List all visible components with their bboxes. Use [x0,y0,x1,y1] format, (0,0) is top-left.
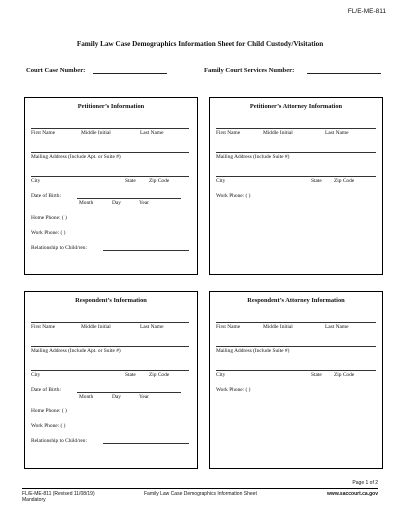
state-label: State [311,178,322,184]
work-phone-label: Work Phone: ( ) [216,387,251,393]
year-label: Year [139,394,149,400]
mailing-address-field[interactable] [31,346,189,347]
work-phone-label: Work Phone: ( ) [31,423,66,429]
fcs-number-field[interactable] [307,73,381,74]
city-state-zip-field[interactable] [216,176,376,177]
box-title: Petitioner’s Information [77,103,145,110]
relationship-label: Relationship to Child/ren: [31,438,87,444]
mailing-address-field[interactable] [216,152,376,153]
state-label: State [125,372,136,378]
day-label: Day [112,200,121,206]
page-number: Page 1 of 2 [352,480,378,486]
mailing-address-label: Mailing Address (Include Apt. or Suite #) [31,154,121,160]
box-title: Respondent’s Attorney Information [247,297,345,304]
city-label: City [31,178,41,184]
court-case-number-label: Court Case Number: [26,67,86,74]
middle-initial-label: Middle Initial [263,324,293,330]
city-state-zip-field[interactable] [31,370,189,371]
mandatory-label: Mandatory [22,497,46,504]
zip-label: Zip Code [334,178,355,184]
first-name-label: First Name [216,130,241,136]
zip-label: Zip Code [149,178,170,184]
name-field[interactable] [31,322,189,323]
dob-field[interactable] [77,392,181,393]
year-label: Year [139,200,149,206]
mailing-address-field[interactable] [31,152,189,153]
zip-label: Zip Code [149,372,170,378]
dob-label: Date of Birth: [31,387,61,393]
dob-field[interactable] [77,198,181,199]
first-name-label: First Name [31,130,56,136]
footer-form-name: Family Law Case Demographics Information Sheet [144,491,257,497]
middle-initial-label: Middle Initial [81,130,111,136]
middle-initial-label: Middle Initial [263,130,293,136]
work-phone-label: Work Phone: ( ) [31,230,66,236]
city-state-zip-field[interactable] [31,176,189,177]
state-label: State [125,178,136,184]
dob-label: Date of Birth: [31,193,61,199]
footer-form-info [22,491,95,504]
form-revision: FL/E-ME-811 (Revised 11/08/19) [22,491,95,497]
month-label: Month [79,200,94,206]
name-field[interactable] [216,128,376,129]
day-label: Day [112,394,121,400]
home-phone-label: Home Phone: ( ) [31,215,67,221]
name-field[interactable] [216,322,376,323]
form-id: FL/E-ME-811 [347,8,386,15]
last-name-label: Last Name [140,130,164,136]
court-case-number-field[interactable] [93,73,167,74]
name-field[interactable] [31,128,189,129]
relationship-field[interactable] [103,250,189,251]
footer-divider [22,488,378,489]
fcs-number-label: Family Court Services Number: [204,67,295,74]
last-name-label: Last Name [325,324,349,330]
petitioner-info-box [24,97,198,275]
city-label: City [216,178,226,184]
last-name-label: Last Name [325,130,349,136]
month-label: Month [79,394,94,400]
city-label: City [216,372,226,378]
petitioner-attorney-box [209,97,383,275]
work-phone-label: Work Phone: ( ) [216,193,251,199]
first-name-label: First Name [31,324,56,330]
footer-website-link[interactable]: www.saccourt.ca.gov [327,491,378,497]
mailing-address-label: Mailing Address (Include Suite #) [216,348,290,354]
mailing-address-field[interactable] [216,346,376,347]
home-phone-label: Home Phone: ( ) [31,408,67,414]
box-title: Respondent’s Information [75,297,147,304]
relationship-label: Relationship to Child/ren: [31,245,87,251]
middle-initial-label: Middle Initial [81,324,111,330]
last-name-label: Last Name [140,324,164,330]
relationship-field[interactable] [103,443,189,444]
state-label: State [311,372,322,378]
zip-label: Zip Code [334,372,355,378]
box-title: Petitioner’s Attorney Information [249,103,343,110]
respondent-info-box [24,291,198,469]
city-label: City [31,372,41,378]
city-state-zip-field[interactable] [216,370,376,371]
mailing-address-label: Mailing Address (Include Suite #) [216,154,290,160]
respondent-attorney-box [209,291,383,469]
first-name-label: First Name [216,324,241,330]
form-title: Family Law Case Demographics Information Sheet for Child Custody/Visitation [76,40,324,48]
mailing-address-label: Mailing Address (Include Apt. or Suite #) [31,348,121,354]
